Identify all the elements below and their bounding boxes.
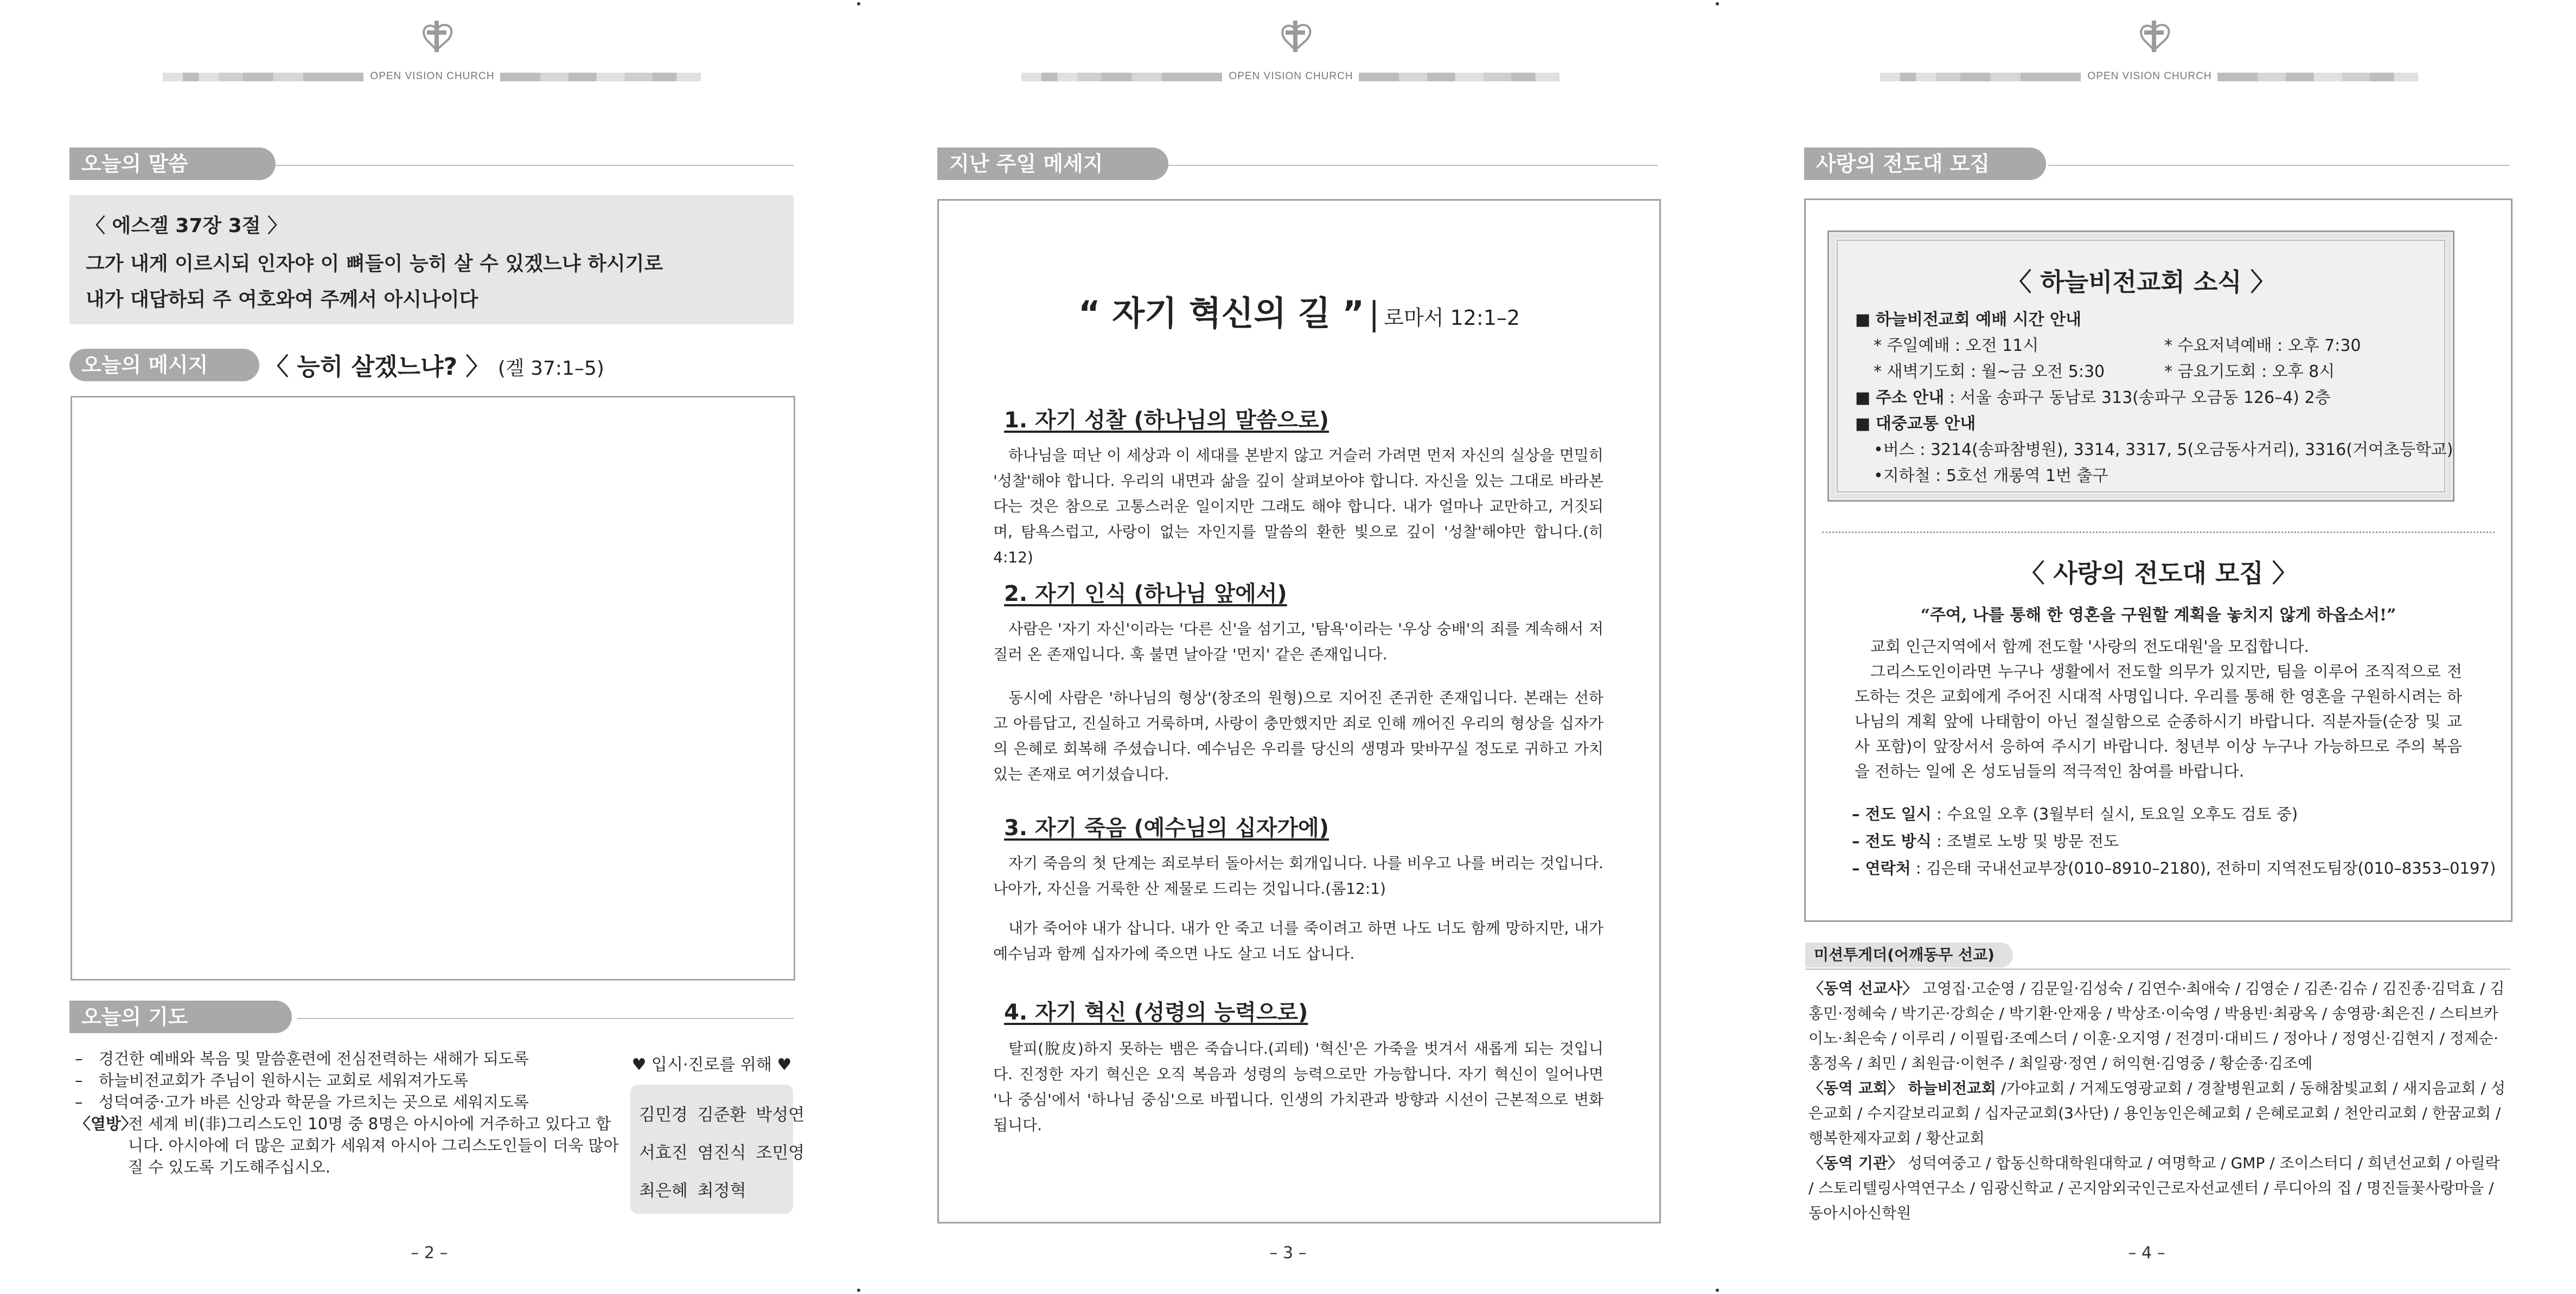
sermon-heading-label: 지난 주일 메세지 [937,148,1168,180]
recruit-heading-label: 사랑의 전도대 모집 [1804,148,2046,180]
worship-time: * 새벽기도회 : 월~금 오전 5:30 [1874,362,2105,381]
prayer-text: 하늘비전교회가 주님이 원하시는 교회로 세워져가도록 [99,1071,469,1090]
church-news-box [1827,230,2454,502]
crop-mark [857,2,860,5]
ipsi-name-box [630,1085,805,1214]
prayer-text: 경건한 예배와 복음 및 말씀훈련에 전심전력하는 새해가 되도록 [99,1049,529,1068]
verse-line: 그가 내게 이르시되 인자야 이 뼈들이 능히 살 수 있겠느냐 하시기로 [86,253,663,275]
news-title: 〈 하늘비전교회 소식 〉 [2006,267,2275,297]
church-header [0,16,859,82]
worship-time: * 주일예배 : 오전 11시 [1874,336,2039,355]
verse-section-heading [69,148,794,180]
worship-time: * 수요저녁예배 : 오후 7:30 [2164,336,2361,355]
mission-organizations [1808,1151,2508,1226]
sermon-title [939,286,1659,335]
transit-line: •버스 : 3214(송파참병원), 3314, 3317, 5(오금동사거리), 3316(거여초등학교) [1874,440,2453,459]
square-bullet-icon: ■ [1855,310,1871,329]
page-2 [0,0,859,1294]
address-line [1855,384,2330,408]
heading-rule [276,165,794,166]
recruit-box [1804,198,2513,922]
recruit-section-heading [1804,148,2509,180]
recruit-detail [1852,802,2298,824]
message-section-heading [69,349,259,381]
mission-rule [1805,969,2510,970]
mission-text: 고영집·고순영 / 김문일·김성숙 / 김연수·최애숙 / 김영순 / 김존·김슈 / 김진종·김덕효 / 김홍민·정혜숙 / 박기곤·강희순 / 박기환·안재웅 / 박상조·이숙영 / 박용빈·최광옥 / 송영광·최은진 / 스티브카이노·최은숙 / 이루리 / 이필립·조예스더 / 이훈·오지영 / 전경미·대비드 / 정아나 / 정영신·김현지 / 정제순·홍정옥 / 최민 / 최원급·이현주 / 최일광·정연 / 허익현·김영중 / 황순종·김조예 [1808,979,2505,1072]
crop-mark [857,1289,860,1292]
mission-text: 성덕여중고 / 합동신학대학원대학교 / 여명학교 / GMP / 조이스터디 / 희년선교회 / 아릴락 / 스토리텔링사역연구소 / 임광신학교 / 곤지암외국인근로자선교센터 / 루디아의 집 / 명진들꽃사랑마을 / 동아시아신학원 [1808,1154,2500,1222]
address-label: 주소 안내 [1875,388,1945,407]
prayer-marker: – [75,1093,83,1111]
heading-rule [2048,165,2509,166]
title-separator: | [1369,295,1380,333]
sermon-title-text: “ 자기 혁신의 길 ” [1078,293,1365,333]
cross-heart-logo [2132,16,2176,60]
message-reference: (겔 37:1–5) [497,357,604,380]
church-name: OPEN VISION CHURCH [1229,71,1353,82]
message-note-box [71,396,795,981]
verse-box [69,195,794,324]
crop-mark [1716,1289,1719,1292]
page-4 [1717,0,2576,1294]
mission-churches [1808,1076,2508,1151]
cross-heart-logo [1274,16,1317,60]
message-title [265,347,604,382]
sermon-paragraph: 동시에 사람은 '하나님의 형상'(창조의 원형)으로 지어진 존귀한 존재입니다. 본래는 선하고 아름답고, 진실하고 거룩하며, 사랑이 충만했지만 죄로 인해 깨어진 우리의 형상을 십자가의 은혜로 회복해 주셨습니다. 예수님은 우리를 당신의 생명과 맞바꾸실 정도로 귀하고 가치 있는 존재로 여기셨습니다. [993,689,1603,783]
page-number: – 4 – [2128,1244,2165,1263]
recruit-detail-label: – 전도 방식 [1852,832,1932,850]
header-bar-right [2217,73,2418,81]
recruit-detail [1852,829,2119,851]
prayer-marker: 〈열방〉 [75,1114,137,1133]
recruit-quote: “주여, 나를 통해 한 영혼을 구원할 계획을 놓치지 않게 하옵소서!” [1920,606,2396,625]
header-bar-left [1021,73,1222,81]
ipsi-heading: ♥ 입시·진로를 위해 ♥ [631,1055,792,1074]
sermon-section-heading [937,148,1658,180]
recruit-detail-text: : 김은태 국내선교부장(010–8910–2180), 전하미 지역전도팀장(010–8353–0197) [1910,859,2496,877]
mission-label: 〈동역 기관〉 [1808,1154,1903,1172]
prayer-text: 성덕여중·고가 바른 신앙과 학문을 가르치는 곳으로 세워지도록 [99,1093,529,1111]
crop-mark [1716,2,1719,5]
prayer-marker: – [75,1071,83,1090]
recruit-detail [1852,856,2496,879]
prayer-item [75,1113,623,1178]
sermon-point-title: 1. 자기 성찰 (하나님의 말씀으로) [1004,408,1329,433]
header-bar-left [1880,73,2081,81]
recruit-paragraph: 교회 인근지역에서 함께 전도할 '사랑의 전도대원'을 모집합니다. [1870,637,2309,656]
sermon-paragraph: 탈피(脫皮)하지 못하는 뱀은 죽습니다.(괴테) '혁신'은 가죽을 벗겨서 새롭게 되는 것입니다. 진정한 자기 혁신은 오직 복음과 성령의 능력으로만 가능합니다. 자기 혁신이 일어나면 '나 중심'에서 '하나님 중심'으로 바뀝니다. 인생의 가치관과 방향과 시선이 근본적으로 변화됩니다. [993,1040,1603,1134]
message-heading-label: 오늘의 메시지 [69,349,259,381]
message-title-text: 〈 능히 살겠느냐? 〉 [265,353,490,381]
sermon-paragraph: 사람은 '자기 자신'이라는 '다른 신'을 섬기고, '탐욕'이라는 '우상 숭배'의 죄를 계속해서 저질러 온 존재입니다. 훅 불면 날아갈 '먼지' 같은 존재입니다. [993,620,1603,663]
sermon-paragraph: 내가 죽어야 내가 삽니다. 내가 안 죽고 너를 죽이려고 하면 나도 너도 함께 망하지만, 내가 예수님과 함께 십자가에 죽으면 나도 살고 너도 삽니다. [993,919,1603,963]
church-header [859,16,1717,82]
recruit-detail-label: – 연락처 [1852,859,1911,877]
sermon-reference: 로마서 12:1–2 [1384,306,1520,330]
dotted-divider [1822,531,2495,533]
ipsi-names: 서효진 염진식 조민영 [639,1143,805,1163]
prayer-list [75,1048,623,1178]
mission-text: /가야교회 / 거제도영광교회 / 경찰병원교회 / 동해참빛교회 / 새지음교회 / 성은교회 / 수지갈보리교회 / 십자군교회(3사단) / 용인농인은혜교회 / 은혜로교회 / 천안리교회 / 한꿈교회 / 행복한제자교회 / 황산교회 [1808,1079,2505,1147]
prayer-item [75,1091,623,1113]
square-bullet-icon: ■ [1855,388,1871,407]
mission-heading: 미션투게더(어깨동무 선교) [1805,943,2013,968]
prayer-marker: – [75,1049,83,1068]
page-number: – 2 – [411,1244,448,1263]
sermon-paragraph: 하나님을 떠난 이 세상과 이 세대를 본받지 않고 거슬러 가려면 먼저 자신의 실상을 면밀히 '성찰'해야 합니다. 우리의 내면과 삶을 깊이 살펴보아야 합니다. 자신을 있는 그대로 바라본다는 것은 참으로 고통스러운 일이지만 그래도 해야 합니다. 내가 얼마나 교만하고, 거짓되며, 탐욕스럽고, 사랑이 없는 자인지를 말씀의 환한 빛으로 깊이 '성찰'해야만 합니다.(히 4:12) [993,446,1603,566]
mission-missionaries [1808,976,2508,1076]
page-number: – 3 – [1269,1244,1307,1263]
recruit-paragraph: 그리스도인이라면 누구나 생활에서 전도할 의무가 있지만, 팀을 이루어 조직적으로 전도하는 것은 교회에게 주어진 시대적 사명입니다. 우리를 통해 한 영혼을 구원하시려는 하나님의 계획 앞에 나태함이 아닌 절실함으로 순종하시기 바랍니다. 직분자들(순장 및 교사 포함)이 앞장서서 응하여 주시기 바랍니다. 청년부 이상 누구나 가능하므로 주의 복음을 전하는 일에 온 성도님들의 적극적인 참여를 바랍니다. [1855,662,2462,780]
page-3 [859,0,1717,1294]
mission-label: 〈동역 교회〉 하늘비전교회 [1808,1079,1996,1097]
recruit-detail-text: : 수요일 오후 (3월부터 실시, 토요일 오후도 검토 중) [1931,805,2298,823]
cross-heart-logo [415,16,458,60]
heading-rule [1165,165,1658,166]
church-header [1717,16,2576,82]
ipsi-names: 김민경 김준환 박성연 [639,1105,805,1125]
header-bar-right [500,73,701,81]
prayer-text: 전 세계 비(非)그리스도인 10명 중 8명은 아시아에 거주하고 있다고 합니다. 아시아에 더 많은 교회가 세워져 아시아 그리스도인들이 더욱 많아질 수 있도록 기도해주십시오. [128,1114,619,1176]
address-text: : 서울 송파구 동남로 313(송파구 오금동 126–4) 2층 [1944,388,2331,407]
sermon-box [937,199,1661,1223]
verse-heading-label: 오늘의 말씀 [69,148,276,180]
worship-time: * 금요기도회 : 오후 8시 [2164,362,2335,381]
recruit-title: 〈 사랑의 전도대 모집 〉 [2019,559,2297,588]
worship-label-text: 하늘비전교회 예배 시간 안내 [1875,310,2081,329]
transit-label [1855,410,1976,434]
church-news-inner [1837,240,2453,492]
sermon-point-title: 3. 자기 죽음 (예수님의 십자가에) [1004,816,1329,841]
square-bullet-icon: ■ [1855,414,1871,433]
church-name: OPEN VISION CHURCH [2087,71,2212,82]
recruit-detail-label: – 전도 일시 [1852,805,1932,823]
sermon-point-title: 2. 자기 인식 (하나님 앞에서) [1004,581,1287,606]
recruit-detail-text: : 조별로 노방 및 방문 전도 [1931,832,2119,850]
header-bar-left [163,73,363,81]
verse-reference: 〈 에스겔 37장 3절 〉 [86,215,287,237]
heading-rule [297,1018,794,1019]
header-bar-right [1359,73,1559,81]
transit-line: •지하철 : 5호선 개롱역 1번 출구 [1874,466,2108,485]
prayer-section-heading [69,1001,794,1033]
verse-line: 내가 대답하되 주 여호와여 주께서 아시나이다 [86,289,478,311]
prayer-item [75,1048,623,1069]
sermon-paragraph: 자기 죽음의 첫 단계는 죄로부터 돌아서는 회개입니다. 나를 비우고 나를 버리는 것입니다. 나아가, 자신을 거룩한 산 제물로 드리는 것입니다.(롬12:1) [993,854,1603,898]
sermon-point-title: 4. 자기 혁신 (성령의 능력으로) [1004,1000,1308,1025]
prayer-heading-label: 오늘의 기도 [69,1001,292,1033]
worship-label [1855,306,2081,330]
transit-label-text: 대중교통 안내 [1875,414,1976,433]
church-name: OPEN VISION CHURCH [370,71,495,82]
mission-label: 〈동역 선교사〉 [1808,979,1917,997]
prayer-item [75,1069,623,1091]
ipsi-names: 최은혜 최정혁 [639,1181,746,1201]
